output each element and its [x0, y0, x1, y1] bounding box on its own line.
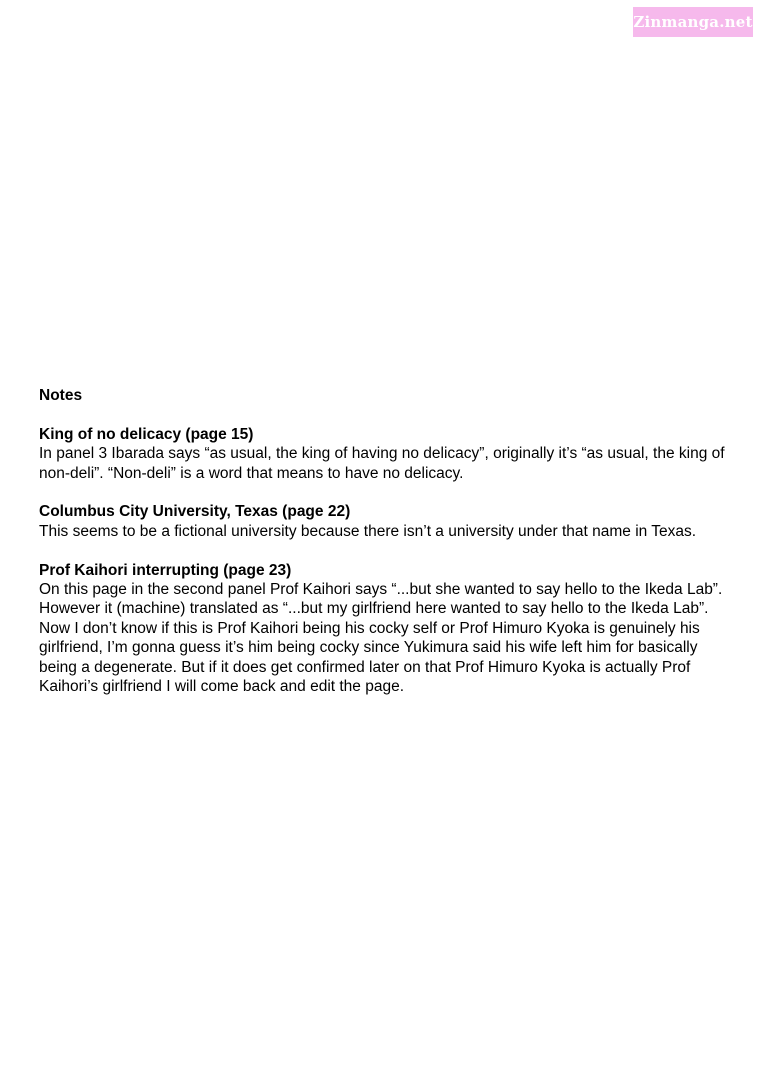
note-body: This seems to be a fictional university because there isn’t a university under that name in Texas.	[39, 522, 697, 540]
note-body: In panel 3 Ibarada says “as usual, the king of having no delicacy”, originally it’s “as usual, the king of non-deli”. “Non-deli” is a word that means to have no delicacy.	[39, 445, 725, 482]
note-heading: Prof Kaihori interrupting (page 23)	[39, 561, 292, 579]
note-heading: King of no delicacy (page 15)	[39, 425, 254, 443]
note-item	[39, 502, 729, 541]
note-body: On this page in the second panel Prof Kaihori says “...but she wanted to say hello to the Ikeda Lab”. However it (machine) translated as “...but my girlfriend here wanted to say hello to the Ikeda Lab”. Now I don’t know if this is Prof Kaihori being his cocky self or Prof Himuro Kyoka is genuinely his girlfriend, I’m gonna guess it’s him being cocky since Yukimura said his wife left him for basically being a degenerate. But if it does get confirmed later on that Prof Himuro Kyoka is actually Prof Kaihori’s girlfriend I will come back and edit the page.	[39, 581, 723, 696]
notes-title: Notes	[39, 387, 83, 404]
note-heading: Columbus City University, Texas (page 22)	[39, 503, 351, 521]
note-item	[39, 425, 729, 483]
notes-section	[39, 386, 729, 716]
note-item	[39, 561, 729, 697]
site-watermark: Zinmanga.net	[633, 7, 753, 37]
